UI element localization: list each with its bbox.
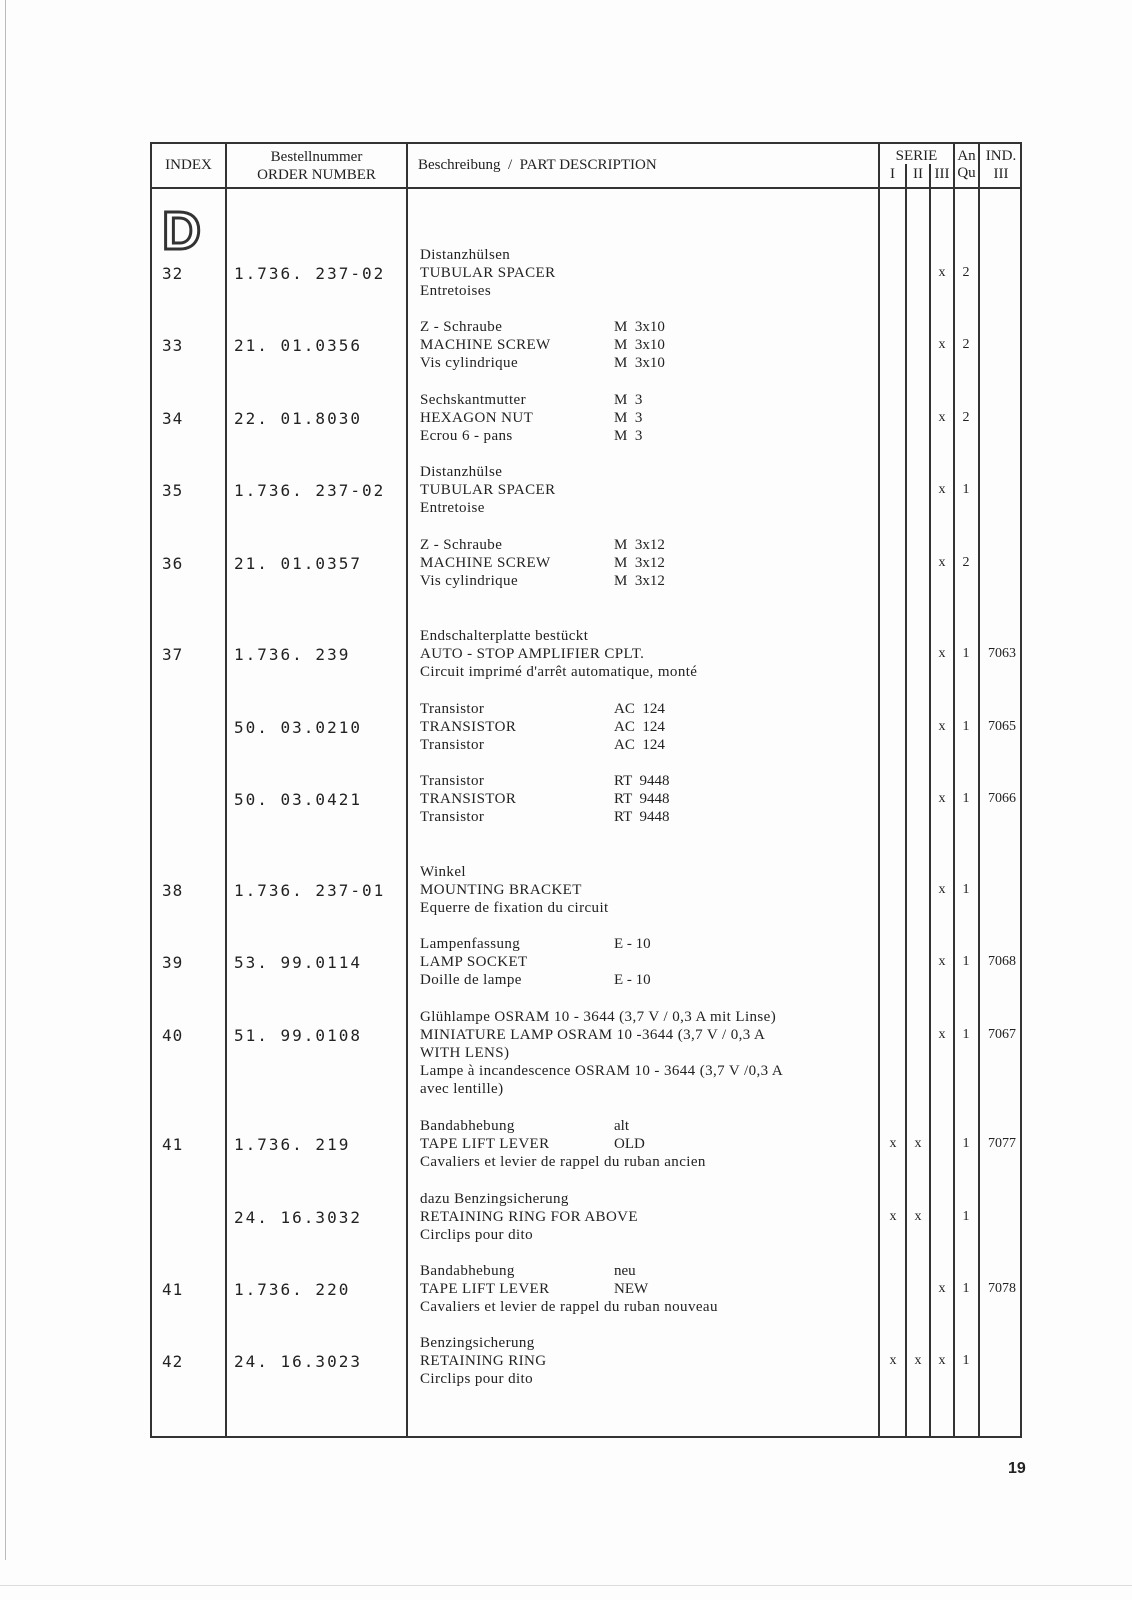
serie-mark: x	[938, 1027, 946, 1042]
header-serie: SERIE	[895, 148, 938, 164]
row-index: 39	[162, 953, 184, 972]
serie-mark: x	[914, 1209, 922, 1224]
description-spec: AC 124	[614, 719, 665, 735]
description-line: Lampenfassung	[420, 936, 521, 952]
serie-mark: x	[938, 1353, 946, 1368]
description-line: Transistor	[420, 773, 485, 789]
description-line: Entretoises	[420, 283, 492, 299]
description-line: TRANSISTOR	[420, 791, 517, 807]
ind-number: 7065	[988, 719, 1016, 734]
row-index: 32	[162, 264, 184, 283]
description-spec: M 3x12	[614, 555, 665, 571]
order-number: 1.736. 237-02	[234, 264, 386, 283]
description-line: Cavaliers et levier de rappel du ruban nouveau	[420, 1299, 718, 1315]
description-line: MOUNTING BRACKET	[420, 882, 582, 898]
description-spec: M 3x12	[614, 537, 665, 553]
description-line: Ecrou 6 - pans	[420, 428, 513, 444]
description-line: MACHINE SCREW	[420, 337, 551, 353]
description-spec: E - 10	[614, 972, 651, 988]
order-number: 51. 99.0108	[234, 1026, 362, 1045]
row-index: 35	[162, 481, 184, 500]
quantity: 2	[962, 265, 970, 280]
order-number: 21. 01.0357	[234, 554, 362, 573]
order-number: 1.736. 237-01	[234, 881, 386, 900]
description-line: MINIATURE LAMP OSRAM 10 -3644 (3,7 V / 0,3 A	[420, 1027, 766, 1043]
quantity: 1	[962, 882, 970, 897]
description-line: avec lentille)	[420, 1081, 504, 1097]
description-line: Equerre de fixation du circuit	[420, 900, 609, 916]
header-qty: An	[957, 148, 976, 164]
description-line: Entretoise	[420, 500, 485, 516]
description-spec: M 3x10	[614, 319, 665, 335]
description-spec: NEW	[614, 1281, 649, 1297]
description-line: Benzingsicherung	[420, 1335, 535, 1351]
serie-mark: x	[938, 555, 946, 570]
description-line: Distanzhülsen	[420, 247, 511, 263]
serie-mark: x	[938, 337, 946, 352]
row-index: 33	[162, 336, 184, 355]
serie-mark: x	[889, 1353, 897, 1368]
description-line: AUTO - STOP AMPLIFIER CPLT.	[420, 646, 645, 662]
order-number: 24. 16.3032	[234, 1208, 362, 1227]
order-number: 22. 01.8030	[234, 409, 362, 428]
ind-number: 7078	[988, 1281, 1016, 1296]
description-spec: alt	[614, 1118, 629, 1134]
quantity: 2	[962, 337, 970, 352]
description-spec: M 3	[614, 410, 643, 426]
description-spec: M 3x10	[614, 337, 665, 353]
scan-edge	[5, 0, 6, 1560]
quantity: 1	[962, 1027, 970, 1042]
column-divider	[978, 144, 980, 1436]
quantity: 1	[962, 954, 970, 969]
description-line: TAPE LIFT LEVER	[420, 1136, 550, 1152]
row-index: 34	[162, 409, 184, 428]
order-number: 1.736. 220	[234, 1280, 351, 1299]
header-description: Beschreibung / PART DESCRIPTION	[418, 157, 657, 173]
description-line: Lampe à incandescence OSRAM 10 - 3644 (3,7 V /0,3 A	[420, 1063, 784, 1079]
column-divider	[905, 164, 907, 1436]
description-spec: M 3	[614, 392, 643, 408]
serie-mark: x	[938, 882, 946, 897]
header-divider	[152, 187, 1020, 189]
description-line: HEXAGON NUT	[420, 410, 534, 426]
row-index: 41	[162, 1135, 184, 1154]
description-line: Cavaliers et levier de rappel du ruban ancien	[420, 1154, 706, 1170]
quantity: 1	[962, 1209, 970, 1224]
description-line: TRANSISTOR	[420, 719, 517, 735]
order-number: 21. 01.0356	[234, 336, 362, 355]
description-line: RETAINING RING FOR ABOVE	[420, 1209, 638, 1225]
description-spec: AC 124	[614, 737, 665, 753]
description-line: LAMP SOCKET	[420, 954, 528, 970]
description-line: Bandabhebung	[420, 1263, 515, 1279]
order-number: 50. 03.0421	[234, 790, 362, 809]
row-index: 40	[162, 1026, 184, 1045]
header-ind: IND.	[985, 148, 1017, 164]
serie-mark: x	[938, 791, 946, 806]
quantity: 1	[962, 1136, 970, 1151]
header-index: INDEX	[165, 157, 212, 173]
order-number: 1.736. 239	[234, 645, 351, 664]
description-line: Transistor	[420, 701, 485, 717]
description-spec: OLD	[614, 1136, 645, 1152]
header-serie-3: III	[934, 166, 950, 182]
serie-mark: x	[914, 1136, 922, 1151]
serie-mark: x	[889, 1209, 897, 1224]
description-line: Sechskantmutter	[420, 392, 526, 408]
serie-mark: x	[889, 1136, 897, 1151]
column-divider	[225, 144, 227, 1436]
column-divider	[406, 144, 408, 1436]
quantity: 1	[962, 791, 970, 806]
description-line: Bandabhebung	[420, 1118, 515, 1134]
serie-mark: x	[938, 646, 946, 661]
description-line: Glühlampe OSRAM 10 - 3644 (3,7 V / 0,3 A mit Linse)	[420, 1009, 777, 1025]
quantity: 2	[962, 410, 970, 425]
description-line: Vis cylindrique	[420, 355, 518, 371]
page-number: 19	[1008, 1460, 1026, 1477]
row-index: 37	[162, 645, 184, 664]
description-spec: M 3x10	[614, 355, 665, 371]
description-line: Transistor	[420, 809, 485, 825]
ind-number: 7066	[988, 791, 1016, 806]
description-line: MACHINE SCREW	[420, 555, 551, 571]
description-line: WITH LENS)	[420, 1045, 510, 1061]
description-line: dazu Benzingsicherung	[420, 1191, 569, 1207]
description-line: TUBULAR SPACER	[420, 482, 556, 498]
serie-mark: x	[938, 954, 946, 969]
order-number: 53. 99.0114	[234, 953, 362, 972]
quantity: 1	[962, 482, 970, 497]
header-order-de: Bestellnummer	[270, 149, 363, 165]
parts-table	[150, 142, 1022, 1438]
serie-mark: x	[938, 265, 946, 280]
description-line: Z - Schraube	[420, 537, 503, 553]
quantity: 1	[962, 1281, 970, 1296]
quantity: 1	[962, 719, 970, 734]
ind-number: 7068	[988, 954, 1016, 969]
header-serie-1: I	[890, 166, 895, 182]
header-qty-2: Qu	[957, 165, 976, 181]
quantity: 1	[962, 1353, 970, 1368]
serie-mark: x	[938, 482, 946, 497]
serie-mark: x	[938, 410, 946, 425]
order-number: 1.736. 237-02	[234, 481, 386, 500]
description-line: Endschalterplatte bestückt	[420, 628, 589, 644]
description-line: Circlips pour dito	[420, 1227, 534, 1243]
description-spec: neu	[614, 1263, 636, 1279]
scan-edge	[0, 1585, 1132, 1586]
description-line: Winkel	[420, 864, 466, 880]
quantity: 1	[962, 646, 970, 661]
order-number: 50. 03.0210	[234, 718, 362, 737]
section-letter: D	[162, 201, 201, 261]
order-number: 24. 16.3023	[234, 1352, 362, 1371]
description-line: Transistor	[420, 737, 485, 753]
header-ind-2: III	[993, 166, 1009, 182]
row-index: 38	[162, 881, 184, 900]
description-spec: AC 124	[614, 701, 665, 717]
description-line: Circlips pour dito	[420, 1371, 534, 1387]
ind-number: 7063	[988, 646, 1016, 661]
description-line: Distanzhülse	[420, 464, 503, 480]
ind-number: 7077	[988, 1136, 1016, 1151]
description-spec: RT 9448	[614, 809, 670, 825]
column-divider	[878, 144, 880, 1436]
serie-mark: x	[914, 1353, 922, 1368]
description-spec: M 3	[614, 428, 643, 444]
row-index: 42	[162, 1352, 184, 1371]
ind-number: 7067	[988, 1027, 1016, 1042]
serie-mark: x	[938, 1281, 946, 1296]
description-spec: RT 9448	[614, 791, 670, 807]
quantity: 2	[962, 555, 970, 570]
description-spec: RT 9448	[614, 773, 670, 789]
row-index: 41	[162, 1280, 184, 1299]
description-line: Circuit imprimé d'arrêt automatique, monté	[420, 664, 698, 680]
description-line: TUBULAR SPACER	[420, 265, 556, 281]
description-spec: M 3x12	[614, 573, 665, 589]
header-serie-2: II	[913, 166, 923, 182]
header-order-en: ORDER NUMBER	[257, 167, 376, 183]
description-line: RETAINING RING	[420, 1353, 547, 1369]
row-index: 36	[162, 554, 184, 573]
serie-mark: x	[938, 719, 946, 734]
description-line: Vis cylindrique	[420, 573, 518, 589]
order-number: 1.736. 219	[234, 1135, 351, 1154]
description-spec: E - 10	[614, 936, 651, 952]
description-line: Doille de lampe	[420, 972, 522, 988]
description-line: Z - Schraube	[420, 319, 503, 335]
description-line: TAPE LIFT LEVER	[420, 1281, 550, 1297]
